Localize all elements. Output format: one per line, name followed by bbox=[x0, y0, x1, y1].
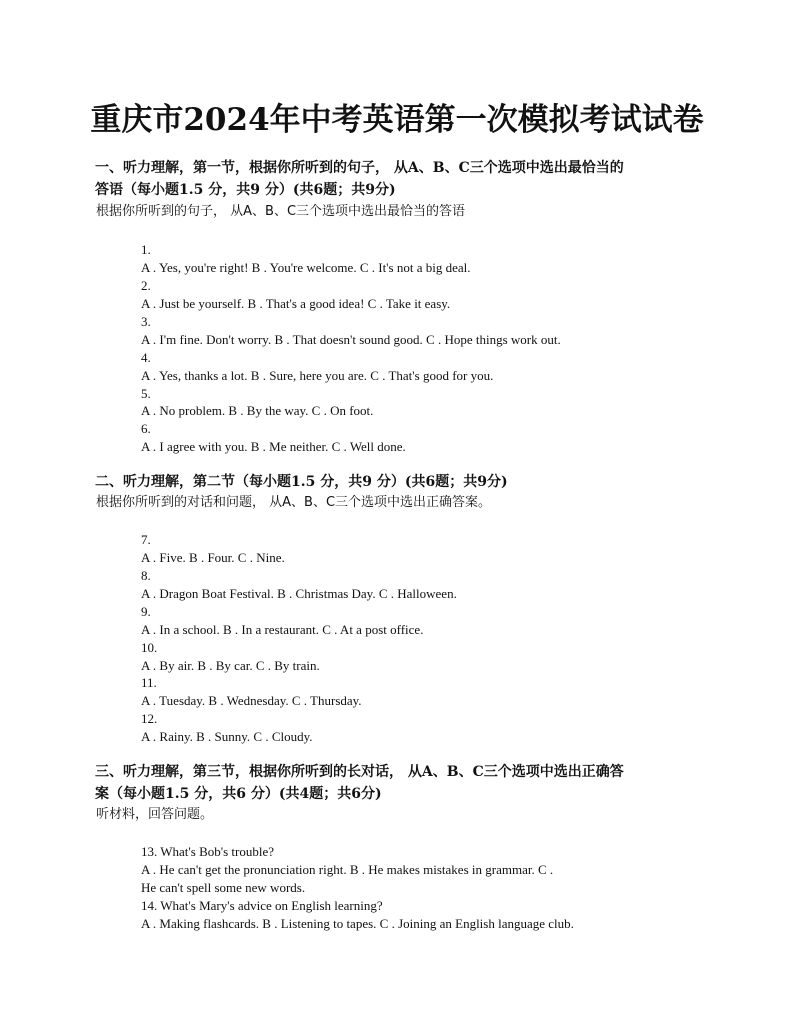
section-1-instruction: 根据你所听到的句子， 从A、B、C三个选项中选出最恰当的答语 bbox=[96, 204, 466, 219]
question-10-number: 10. bbox=[141, 640, 158, 655]
question-2-options: A . Just be yourself. B . That's a good idea! C . Take it easy. bbox=[141, 296, 451, 311]
page-title: 重庆市2024年中考英语第一次模拟考试试卷 bbox=[90, 102, 704, 138]
question-7-number: 7. bbox=[141, 532, 151, 547]
question-9-number: 9. bbox=[141, 604, 151, 619]
question-2-number: 2. bbox=[141, 278, 151, 293]
section-2-instruction: 根据你所听到的对话和问题， 从A、B、C三个选项中选出正确答案。 bbox=[96, 495, 492, 510]
question-14-options: A . Making flashcards. B . Listening to tapes. C . Joining an English language club. bbox=[141, 916, 574, 931]
question-12-options: A . Rainy. B . Sunny. C . Cloudy. bbox=[141, 729, 313, 744]
question-13-options: A . He can't get the pronunciation right. B . He makes mistakes in grammar. C . bbox=[141, 862, 554, 877]
question-7-options: A . Five. B . Four. C . Nine. bbox=[141, 550, 285, 565]
section-3-instruction: 听材料，回答问题。 bbox=[96, 807, 214, 822]
section-1-heading-line-1: 一、听力理解，第一节，根据你所听到的句子， 从A、B、C三个选项中选出最恰当的 bbox=[95, 160, 624, 176]
question-1-number: 1. bbox=[141, 242, 151, 257]
question-8-number: 8. bbox=[141, 568, 151, 583]
section-3-heading-line-2: 案（每小题1.5 分，共6 分）(共4题；共6分) bbox=[95, 786, 382, 802]
question-6-options: A . I agree with you. B . Me neither. C . Well done. bbox=[141, 439, 406, 454]
question-4-number: 4. bbox=[141, 350, 151, 365]
question-11-number: 11. bbox=[141, 675, 157, 690]
question-9-options: A . In a school. B . In a restaurant. C . At a post office. bbox=[141, 622, 424, 637]
section-3-heading-line-1: 三、听力理解，第三节，根据你所听到的长对话， 从A、B、C三个选项中选出正确答 bbox=[95, 764, 624, 780]
question-10-options: A . By air. B . By car. C . By train. bbox=[141, 658, 320, 673]
question-3-number: 3. bbox=[141, 314, 151, 329]
question-13-options-continued: He can't spell some new words. bbox=[141, 880, 306, 895]
question-1-options: A . Yes, you're right! B . You're welcome. C . It's not a big deal. bbox=[141, 260, 471, 275]
question-12-number: 12. bbox=[141, 711, 158, 726]
question-3-options: A . I'm fine. Don't worry. B . That doesn't sound good. C . Hope things work out. bbox=[141, 332, 561, 347]
question-13-stem: 13. What's Bob's trouble? bbox=[141, 844, 274, 859]
question-5-options: A . No problem. B . By the way. C . On foot. bbox=[141, 403, 374, 418]
question-6-number: 6. bbox=[141, 421, 151, 436]
question-11-options: A . Tuesday. B . Wednesday. C . Thursday. bbox=[141, 693, 362, 708]
question-4-options: A . Yes, thanks a lot. B . Sure, here you are. C . That's good for you. bbox=[141, 368, 494, 383]
section-1-heading-line-2: 答语（每小题1.5 分，共9 分）(共6题；共9分) bbox=[95, 182, 396, 198]
question-14-stem: 14. What's Mary's advice on English learning? bbox=[141, 898, 383, 913]
section-2-heading-line-1: 二、听力理解，第二节（每小题1.5 分，共9 分）(共6题；共9分) bbox=[95, 474, 508, 490]
question-8-options: A . Dragon Boat Festival. B . Christmas Day. C . Halloween. bbox=[141, 586, 457, 601]
question-5-number: 5. bbox=[141, 386, 151, 401]
